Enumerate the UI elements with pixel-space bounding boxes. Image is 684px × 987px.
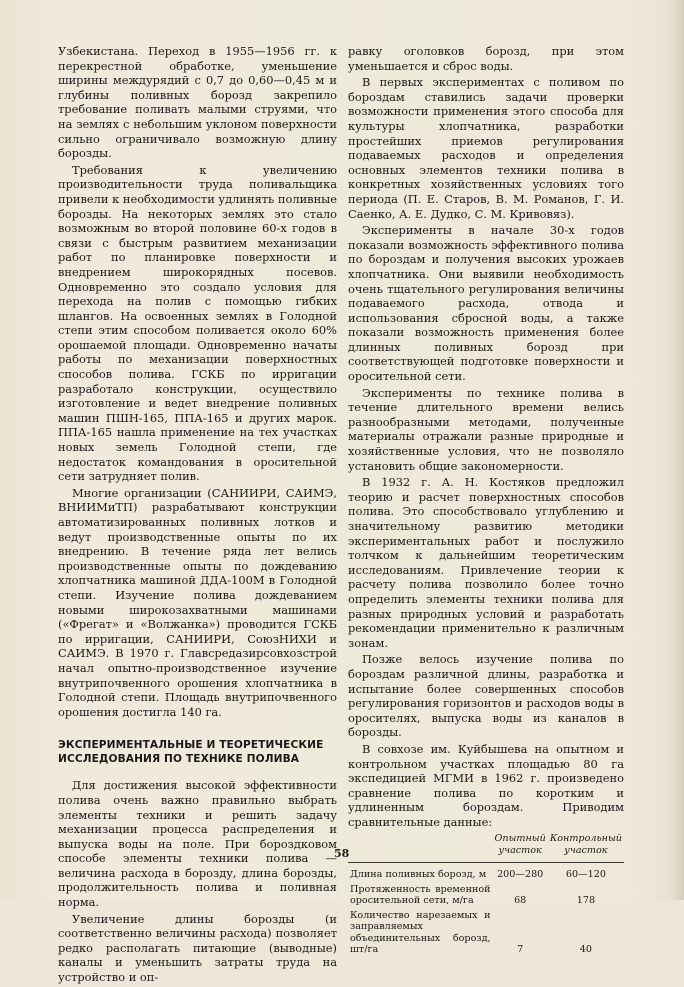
paragraph: В совхозе им. Куйбышева на опытном и контрольном участках площадью 80 га экспедицией МГМИ в 1962 г. произведено сравнение полива по коротким и удлиненным бороздам. Приводим сравнительные данные: — [348, 741, 624, 829]
paragraph: Эксперименты в начале 30-х годов показали возможность эффективного полива по бороздам и получения высоких урожаев хлопчатника. Они выявили необходимость очень тщательного регулирования величины подаваемого расхода, отвода и использования сбросной воды, а также показали возможность применения более длинных поливных борозд при соответствующей подготовке поверхности и оросительной сети. — [348, 223, 624, 384]
row-label: Длина поливных борозд, м — [350, 869, 487, 881]
comparison-table — [348, 833, 624, 959]
control-value: 60—120 — [565, 869, 606, 881]
paragraph: Для достижения высокой эффективности полива очень важно правильно выбрать элементы техники и решить задачу механизации процесса распределения и выпуска воды на поле. При бороздковом способе элементы техники полива — величина расхода в борозду, длина борозды, продолжительность полива и поливная норма. — [58, 778, 337, 910]
experimental-value: 68 — [514, 895, 527, 907]
experimental-value: 200—280 — [497, 869, 544, 881]
row-label: Количество нарезаемых и заправляемых объединительных борозд, шт/га — [350, 909, 491, 956]
left-column — [58, 44, 337, 987]
paragraph: Эксперименты по технике полива в течение длительного времени велись разнообразными методами, полученные материалы отражали разные природные и хозяйственные условия, что не позволяло установить общие закономерности. — [348, 385, 624, 473]
paragraph: Увеличение длины борозды (и соответственно величины расхода) позволяет редко располагать питающие (выводные) каналы и уменьшить затраты труда на устройство и оп- — [58, 911, 337, 985]
table-row — [348, 863, 624, 884]
paragraph: В 1932 г. А. Н. Костяков предложил теорию и расчет поверхностных способов полива. Это способствовало углублению и значительному развитию методики экспериментальных работ и послужило толчком к дальнейшим теоретическим исследованиям. Привлечение теории к расчету полива позволило более точно определить элементы техники полива для разных природных условий и разработать рекомендации применительно к различным зонам. — [348, 475, 624, 650]
paragraph: В первых экспериментах с поливом по бороздам ставились задачи проверки возможности применения этого способа для культуры хлопчатника, разработки простейших приемов регулирования подаваемых расходов и определения основных элементов техники полива в конкретных хозяйственных условиях того периода (П. Е. Старов, В. М. Романов, Г. И. Саенко, А. Е. Дудко, С. М. Кривовяз). — [348, 75, 624, 221]
table-header-control: Контрольный участок — [548, 833, 624, 863]
paragraph: Требования к увеличению производительности труда поливальщика привели к необходимости удлинять поливные борозды. На некоторых землях это стало возможным во второй половине 60-х годов в связи с быстрым развитием механизации работ по планировке поверхности и внедрением широкорядных посевов. Одновременно это создало условия для перехода на полив с помощью гибких шлангов. На освоенных землях в Голодной степи этим способом поливается около 60% орошаемой площади. Одновременно начаты работы по механизации поверхностных способов полива. ГСКБ по ирригации разработало конструкции, осуществило изготовление и ведет внедрение поливных машин ПШН-165, ППА-165 и других марок. ППА-165 нашла применение на тех участках новых земель Голодной степи, где недостаток командования в оросительной сети затрудняет полив. — [58, 162, 337, 484]
page-number: 58 — [334, 847, 350, 860]
table-header-blank — [348, 833, 493, 863]
paragraph: равку оголовков борозд, при этом уменьшается и сброс воды. — [348, 44, 624, 73]
section-heading: ЭКСПЕРИМЕНТАЛЬНЫЕ И ТЕОРЕТИЧЕСКИЕ ИССЛЕДОВАНИЯ ПО ТЕХНИКЕ ПОЛИВА — [58, 739, 324, 765]
control-value: 178 — [576, 895, 596, 907]
table-row — [348, 910, 624, 959]
paragraph: Узбекистана. Переход в 1955—1956 гг. к перекрестной обработке, уменьшение ширины междурядий с 0,7 до 0,60—0,45 м и глубины поливных борозд закрепило требование поливать малыми струями, что на землях с небольшим уклоном поверхности сильно ограничивало возможную длину борозды. — [58, 44, 337, 161]
row-label: Протяженность временной оросительной сети, м/га — [350, 883, 491, 907]
table-header-experimental: Опытный участок — [493, 833, 548, 863]
page-edge-shadow — [670, 0, 684, 900]
experimental-value: 7 — [517, 944, 524, 956]
table-row — [348, 884, 624, 910]
paragraph: Многие организации (САНИИРИ, САИМЭ, ВНИИМиТП) разрабатывают конструкции автоматизированных поливных лотков и ведут производственные опыты по их внедрению. В течение ряда лет велись производственные опыты по дождеванию хлопчатника машиной ДДА-100М в Голодной степи. Изучение полива дождеванием новыми широкозахватными машинами («Фрегат» и «Волжанка») проводится ГСКБ по ирригации, САНИИРИ, СоюзНИХИ и САИМЭ. В 1970 г. Главсредазирсовхозстрой начал опытно-производственное изучение внутрипочвенного орошения хлопчатника в Голодной степи. Площадь внутрипочвенного орошения достигла 140 га. — [58, 485, 337, 719]
control-value: 40 — [579, 944, 593, 956]
right-column — [348, 44, 624, 959]
paragraph: Позже велось изучение полива по бороздам различной длины, разработка и испытание более совершенных способов регулирования горизонтов и расходов воды в оросителях, выпуска воды из каналов в борозды. — [348, 652, 624, 740]
